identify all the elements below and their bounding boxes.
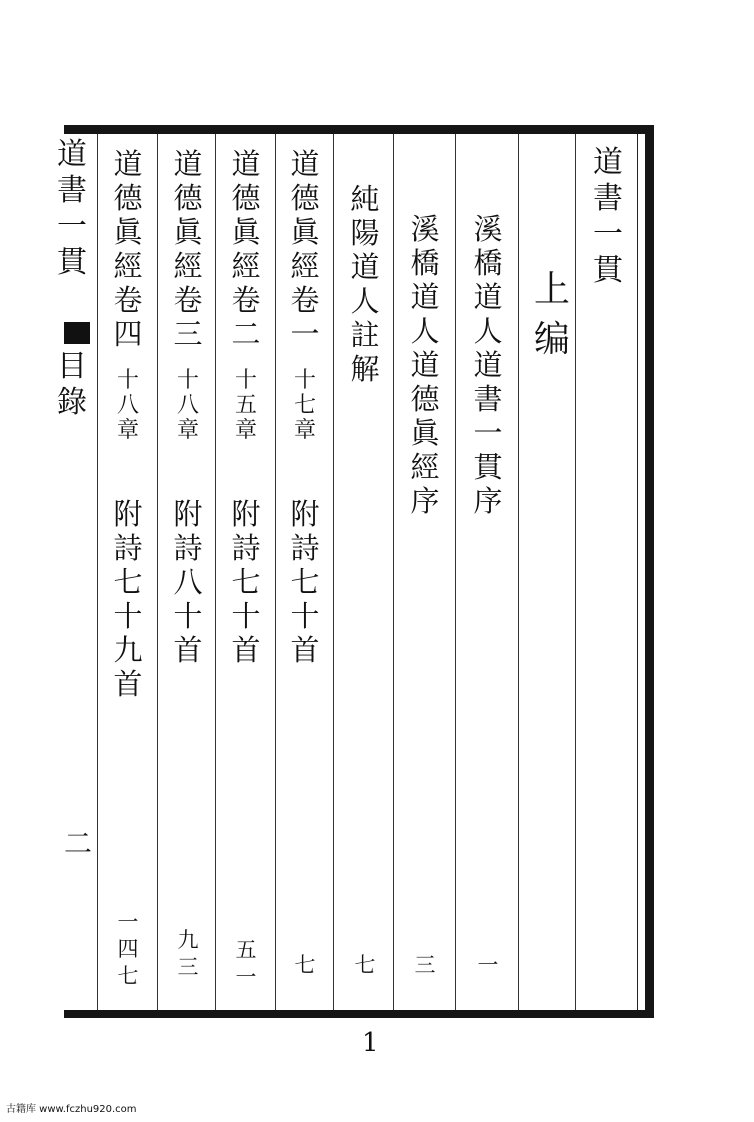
glyph: 一 [235,965,257,989]
toc-entry-preface-2: 溪 橋 道 人 道 德 眞 經 序 [410,212,440,518]
glyph: 七 [117,964,139,988]
margin-leaf-number: 二 [64,827,93,860]
book-title: 道 書 一 貫 [593,145,623,288]
glyph: 人 [473,314,503,348]
toc-volume-poems: 附 詩 八 十 首 [173,497,203,667]
glyph: 橋 [473,246,503,280]
glyph: 八 [176,393,199,418]
page-number: 七 [294,953,316,977]
glyph: 九 [113,633,143,667]
glyph: 十 [231,599,261,633]
toc-volume-poems: 附 詩 七 十 九 首 [113,497,143,701]
glyph: 序 [473,484,503,518]
glyph: 十 [173,599,203,633]
margin-title: 道 書 一 貫 [57,137,87,280]
glyph: 首 [173,633,203,667]
section-label: 上 编 [533,269,570,360]
glyph: 道 [473,280,503,314]
frame-top-border [64,125,654,134]
glyph: 五 [234,393,257,418]
glyph: 八 [173,565,203,599]
glyph: 橋 [410,246,440,280]
glyph: 章 [234,418,257,443]
page-number: 一 四 七 [117,910,139,988]
glyph: 首 [290,633,320,667]
glyph: 書 [473,382,503,416]
toc-volume-chapters: 十 五 章 [234,368,257,443]
glyph: 一 [473,416,503,450]
column-separator [157,134,158,1010]
glyph: 一 [290,317,320,351]
frame-right-border [645,125,654,1018]
glyph: 貫 [57,245,87,280]
glyph: 詩 [231,531,261,565]
glyph: 道 [473,348,503,382]
glyph: 人 [410,314,440,348]
glyph: 德 [173,181,203,215]
toc-volume-chapters: 十 七 章 [293,368,316,443]
toc-volume-poems: 附 詩 七 十 首 [231,497,261,667]
glyph: 章 [116,418,139,443]
page-number: 一 [477,953,499,977]
glyph: 二 [231,317,261,351]
glyph: 書 [57,173,87,208]
glyph: 經 [113,249,143,283]
glyph: 眞 [173,215,203,249]
glyph: 陽 [350,216,380,250]
glyph: 眞 [290,215,320,249]
glyph: 首 [231,633,261,667]
column-separator [215,134,216,1010]
glyph: 十 [113,599,143,633]
glyph: 詩 [113,531,143,565]
glyph: 詩 [173,531,203,565]
glyph: 眞 [113,215,143,249]
frame-inner-line [637,134,638,1010]
page-number: 三 [414,953,436,977]
glyph: 錄 [57,385,87,420]
glyph: 解 [350,352,380,386]
glyph: 德 [113,181,143,215]
glyph: 德 [290,181,320,215]
column-separator [97,134,98,1010]
glyph: 經 [231,249,261,283]
glyph: 道 [410,280,440,314]
glyph: 貫 [593,253,623,288]
page-number: 七 [354,953,376,977]
glyph: 卷 [290,283,320,317]
glyph: 三 [173,317,203,351]
glyph: 德 [410,382,440,416]
toc-entry-preface-1: 溪 橋 道 人 道 書 一 貫 序 [473,212,503,518]
glyph: 眞 [410,416,440,450]
margin-fish-tail [64,322,90,344]
glyph: 經 [173,249,203,283]
toc-volume-chapters: 十 八 章 [176,368,199,443]
column-separator [575,134,576,1010]
glyph: 貫 [473,450,503,484]
center-mark: 1 [362,1028,379,1058]
glyph: 四 [113,317,143,351]
site-watermark: 古籍库 www.fczhu920.com [6,1104,137,1115]
glyph: 七 [293,393,316,418]
column-separator [275,134,276,1010]
glyph: 卷 [231,283,261,317]
glyph: 七 [113,565,143,599]
glyph: 眞 [231,215,261,249]
column-separator [518,134,519,1010]
toc-entry-annotation: 純 陽 道 人 註 解 [350,182,380,386]
glyph: 註 [350,318,380,352]
toc-volume-title: 道 德 眞 經 卷 四 [113,147,143,351]
frame-bottom-border [64,1010,654,1018]
glyph: 一 [57,209,87,244]
glyph: 序 [410,484,440,518]
margin-section: 目 錄 [57,349,87,420]
glyph: 十 [290,599,320,633]
glyph: 經 [290,249,320,283]
glyph: 首 [113,667,143,701]
glyph: 编 [533,319,570,360]
glyph: 三 [177,955,199,979]
glyph: 七 [231,565,261,599]
glyph: 德 [231,181,261,215]
toc-volume-title: 道 德 眞 經 卷 一 [290,147,320,351]
glyph: 經 [410,450,440,484]
glyph: 道 [410,348,440,382]
column-separator [393,134,394,1010]
glyph: 書 [593,181,623,216]
glyph: 八 [116,393,139,418]
glyph: 卷 [173,283,203,317]
glyph: 四 [117,937,139,961]
glyph: 章 [176,418,199,443]
glyph: 章 [293,418,316,443]
toc-volume-chapters: 十 八 章 [116,368,139,443]
column-separator [455,134,456,1010]
toc-volume-title: 道 德 眞 經 卷 二 [231,147,261,351]
glyph: 道 [350,250,380,284]
glyph: 詩 [290,531,320,565]
toc-volume-title: 道 德 眞 經 卷 三 [173,147,203,351]
toc-volume-poems: 附 詩 七 十 首 [290,497,320,667]
glyph: 卷 [113,283,143,317]
column-separator [333,134,334,1010]
glyph: 七 [290,565,320,599]
page-number: 九 三 [177,928,199,979]
page-number: 五 一 [235,938,257,989]
glyph: 一 [593,217,623,252]
glyph: 人 [350,284,380,318]
